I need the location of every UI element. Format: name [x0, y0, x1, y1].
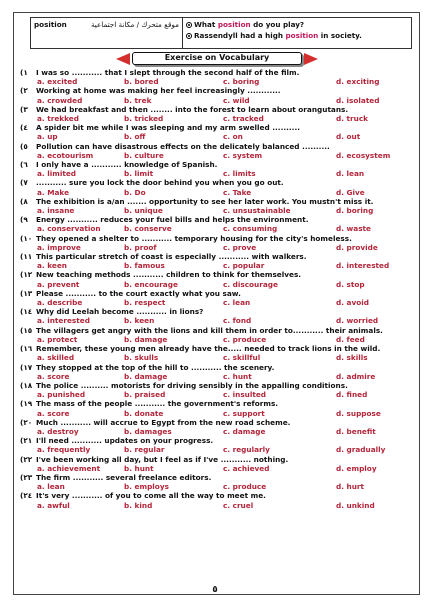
answer-option[interactable]: a. ecotourism — [37, 150, 94, 160]
question-number: ١٦) — [20, 344, 33, 354]
answer-options — [20, 243, 416, 252]
question-stem — [20, 270, 416, 279]
answer-option[interactable]: d. employ — [336, 463, 377, 473]
answer-option[interactable]: c. insulted — [223, 390, 267, 400]
question-item — [20, 215, 416, 233]
question-item — [20, 473, 416, 491]
answer-option[interactable]: b. tricked — [124, 114, 164, 124]
question-stem — [20, 197, 416, 206]
answer-option[interactable]: c. skillful — [223, 353, 261, 363]
question-text: We had breakfast and then ........ into the forest to learn about orangutans. — [36, 104, 349, 114]
question-stem — [20, 363, 416, 372]
question-text: It's very ........... of you to come all the way to meet me. — [36, 491, 266, 501]
question-number: ٢٢) — [20, 454, 33, 464]
question-text: The villagers get angry with the lions and kill them in order to........... their animals. — [36, 325, 383, 335]
question-text: Pollution can have disastrous effects on the delicately balanced .......... — [36, 141, 330, 151]
question-stem — [20, 105, 416, 114]
answer-option[interactable]: b. culture — [124, 150, 164, 160]
question-text: The police .......... motorists for driving sensibly in the appalling conditions. — [36, 380, 348, 390]
answer-option[interactable]: c. Take — [223, 187, 252, 197]
question-stem — [20, 86, 416, 95]
answer-options — [20, 353, 416, 362]
question-item — [20, 363, 416, 381]
question-item — [20, 252, 416, 270]
question-item — [20, 436, 416, 454]
answer-option[interactable]: a. skilled — [37, 353, 75, 363]
question-stem — [20, 289, 416, 298]
answer-option[interactable]: a. describe — [37, 298, 83, 308]
answer-option[interactable]: d. out — [336, 132, 361, 142]
vocab-example-2: Rassendyll had a high position in society. — [186, 30, 408, 41]
answer-option[interactable]: c. regularly — [223, 445, 270, 455]
answer-option[interactable]: c. limits — [223, 169, 256, 179]
question-stem — [20, 234, 416, 243]
answer-option[interactable]: d. benefit — [336, 426, 376, 436]
vocab-word: position — [34, 20, 67, 29]
question-item — [20, 491, 416, 509]
question-number: ٩) — [20, 215, 28, 225]
question-item — [20, 344, 416, 362]
question-text: The mass of the people ........... the government's reforms. — [36, 399, 279, 409]
answer-option[interactable]: a. achievement — [37, 463, 101, 473]
question-stem — [20, 381, 416, 390]
answer-option[interactable]: b. off — [124, 132, 146, 142]
answer-option[interactable]: d. stop — [336, 279, 365, 289]
answer-options — [20, 132, 416, 141]
answer-options — [20, 316, 416, 325]
answer-option[interactable]: c. damage — [223, 426, 266, 436]
question-item — [20, 418, 416, 436]
answer-option[interactable]: d. exciting — [336, 77, 380, 87]
vocab-arabic-meaning: موقع متحرك / مكانة اجتماعية — [90, 20, 179, 29]
answer-option[interactable]: c. hunt — [223, 371, 252, 381]
question-number: ٢٤) — [20, 491, 33, 501]
question-stem — [20, 178, 416, 187]
answer-options — [20, 298, 416, 307]
question-stem — [20, 123, 416, 132]
question-item — [20, 105, 416, 123]
answer-option[interactable]: a. interested — [37, 316, 90, 326]
question-item — [20, 326, 416, 344]
answer-option[interactable]: a. trekked — [37, 114, 79, 124]
question-stem — [20, 68, 416, 77]
answer-option[interactable]: d. Give — [336, 187, 365, 197]
answer-option[interactable]: a. protect — [37, 334, 78, 344]
answer-option[interactable]: b. donate — [124, 408, 164, 418]
arrow-right-icon — [304, 53, 318, 65]
answer-option[interactable]: c. tracked — [223, 114, 264, 124]
question-text: They stopped at the top of the hill to ........... the scenery. — [36, 362, 275, 372]
answer-option[interactable]: b. Do — [124, 187, 146, 197]
answer-option[interactable]: c. fond — [223, 316, 252, 326]
answer-option[interactable]: b. praised — [124, 390, 166, 400]
answer-options — [20, 390, 416, 399]
question-number: ١٤) — [20, 307, 33, 317]
answer-option[interactable]: b. unique — [124, 206, 163, 216]
answer-option[interactable]: a. improve — [37, 242, 81, 252]
question-stem — [20, 491, 416, 500]
answer-option[interactable]: d. avoid — [336, 298, 369, 308]
answer-option[interactable]: b. famous — [124, 261, 165, 271]
answer-option[interactable]: a. up — [37, 132, 58, 142]
question-text: Working at home was making her feel increasingly ............ — [36, 86, 281, 96]
answer-option[interactable]: d. boring — [336, 206, 374, 216]
page-number: ٥ — [212, 585, 218, 595]
question-stem — [20, 326, 416, 335]
question-number: ١٣) — [20, 288, 33, 298]
question-number: ٢١) — [20, 436, 33, 446]
answer-option[interactable]: c. on — [223, 132, 243, 142]
question-text: I only have a ........... knowledge of Spanish. — [36, 160, 218, 170]
question-number: ٢) — [20, 86, 28, 96]
answer-options — [20, 206, 416, 215]
answer-option[interactable]: b. kind — [124, 500, 153, 510]
question-number: ١) — [20, 68, 28, 77]
question-text: I'll need ........... updates on your progress. — [36, 436, 214, 446]
question-item — [20, 399, 416, 417]
answer-option[interactable]: a. score — [37, 371, 70, 381]
answer-option[interactable]: d. feed — [336, 334, 365, 344]
question-item — [20, 178, 416, 196]
answer-option[interactable]: a. punished — [37, 390, 86, 400]
question-item — [20, 381, 416, 399]
answer-option[interactable]: d. unkind — [336, 500, 375, 510]
answer-option[interactable]: c. produce — [223, 482, 267, 492]
answer-options — [20, 224, 416, 233]
answer-options — [20, 280, 416, 289]
answer-options — [20, 188, 416, 197]
question-item — [20, 455, 416, 473]
question-number: ٢٠) — [20, 417, 33, 427]
answer-option[interactable]: b. employs — [124, 482, 169, 492]
answer-option[interactable]: d. skills — [336, 353, 368, 363]
question-text: The firm ........... several freelance editors. — [36, 472, 212, 482]
answer-option[interactable]: b. trek — [124, 95, 152, 105]
answer-option[interactable]: d. provide — [336, 242, 378, 252]
question-item — [20, 234, 416, 252]
question-text: Why did Leelah become ........... in lions? — [36, 307, 204, 317]
vocabulary-table — [30, 17, 412, 49]
vocab-example-1: What position do you play? — [186, 19, 408, 30]
question-stem — [20, 418, 416, 427]
answer-option[interactable]: c. cruel — [223, 500, 254, 510]
question-number: ٨) — [20, 196, 28, 206]
answer-options — [20, 464, 416, 473]
answer-option[interactable]: b. proof — [124, 242, 157, 252]
question-number: ٧) — [20, 178, 28, 188]
answer-option[interactable]: c. support — [223, 408, 265, 418]
answer-options — [20, 335, 416, 344]
question-stem — [20, 142, 416, 151]
answer-option[interactable]: c. unsustainable — [223, 206, 291, 216]
answer-option[interactable]: b. keen — [124, 316, 155, 326]
question-text: Please ........... to the court exactly what you saw. — [36, 288, 241, 298]
answer-option[interactable]: b. damage — [124, 371, 168, 381]
answer-option[interactable]: b. bored — [124, 77, 159, 87]
answer-option[interactable]: d. suppose — [336, 408, 381, 418]
answer-option[interactable]: b. hunt — [124, 463, 154, 473]
question-item — [20, 160, 416, 178]
question-number: ١٢) — [20, 270, 33, 280]
answer-option[interactable]: a. insane — [37, 206, 75, 216]
answer-option[interactable]: a. excited — [37, 77, 78, 87]
answer-option[interactable]: d. gradually — [336, 445, 386, 455]
exercise-banner — [132, 52, 302, 66]
question-stem — [20, 160, 416, 169]
answer-option[interactable]: d. waste — [336, 224, 371, 234]
answer-option[interactable]: c. produce — [223, 334, 267, 344]
question-text: The exhibition is a/an ....... opportunity to see her later work. You mustn't miss it. — [36, 196, 374, 206]
answer-option[interactable]: b. skulls — [124, 353, 159, 363]
answer-options — [20, 409, 416, 418]
question-stem — [20, 455, 416, 464]
answer-options — [20, 372, 416, 381]
answer-option[interactable]: c. boring — [223, 77, 260, 87]
question-text: Much ........... will accrue to Egypt from the new road scheme. — [36, 417, 291, 427]
answer-option[interactable]: d. worried — [336, 316, 379, 326]
answer-option[interactable]: a. prevent — [37, 279, 80, 289]
question-text: ........... sure you lock the door behind you when you go out. — [36, 178, 284, 188]
question-stem — [20, 399, 416, 408]
question-stem — [20, 436, 416, 445]
question-text: I've been working all day, but I feel as if I've ........... nothing. — [36, 454, 289, 464]
answer-option[interactable]: a. conservation — [37, 224, 101, 234]
question-number: ١٨) — [20, 380, 33, 390]
answer-option[interactable]: c. system — [223, 150, 263, 160]
answer-option[interactable]: c. prove — [223, 242, 257, 252]
question-list — [20, 68, 416, 510]
question-item — [20, 289, 416, 307]
bullet-icon — [186, 22, 192, 28]
answer-option[interactable]: d. hurt — [336, 482, 365, 492]
answer-options — [20, 151, 416, 160]
answer-option[interactable]: b. conserve — [124, 224, 172, 234]
question-number: ١٠) — [20, 233, 33, 243]
answer-option[interactable]: a. keen — [37, 261, 67, 271]
question-number: ١٥) — [20, 325, 33, 335]
answer-option[interactable]: c. lean — [223, 298, 251, 308]
question-stem — [20, 473, 416, 482]
exercise-title: Exercise on Vocabulary — [132, 52, 302, 65]
question-number: ١٩) — [20, 399, 33, 409]
answer-option[interactable]: a. lean — [37, 482, 65, 492]
answer-option[interactable]: c. achieved — [223, 463, 270, 473]
question-text: New teaching methods ........... children to think for themselves. — [36, 270, 302, 280]
question-number: ١٧) — [20, 362, 33, 372]
question-item — [20, 142, 416, 160]
question-number: ٣) — [20, 104, 28, 114]
answer-options — [20, 445, 416, 454]
answer-options — [20, 501, 416, 510]
answer-options — [20, 482, 416, 491]
question-number: ٤) — [20, 123, 28, 133]
question-number: ٢٣) — [20, 472, 33, 482]
question-number: ١١) — [20, 252, 33, 262]
answer-option[interactable]: a. awful — [37, 500, 70, 510]
answer-option[interactable]: c. discourage — [223, 279, 278, 289]
answer-options — [20, 114, 416, 123]
answer-option[interactable]: b. damage — [124, 334, 168, 344]
question-text: A spider bit me while I was sleeping and my arm swelled .......... — [36, 123, 300, 133]
question-item — [20, 307, 416, 325]
answer-option[interactable]: b. encourage — [124, 279, 178, 289]
answer-option[interactable]: a. limited — [37, 169, 77, 179]
question-text: This particular stretch of coast is especially ........... with walkers. — [36, 252, 307, 262]
answer-option[interactable]: a. destroy — [37, 426, 79, 436]
answer-options — [20, 77, 416, 86]
answer-option[interactable]: d. admire — [336, 371, 376, 381]
question-item — [20, 68, 416, 86]
answer-option[interactable]: a. frequently — [37, 445, 91, 455]
question-number: ٦) — [20, 160, 28, 170]
answer-option[interactable]: b. damages — [124, 426, 172, 436]
vocab-examples-cell — [183, 18, 411, 48]
answer-option[interactable]: d. ecosystem — [336, 150, 391, 160]
question-item — [20, 86, 416, 104]
answer-option[interactable]: d. interested — [336, 261, 390, 271]
answer-option[interactable]: a. score — [37, 408, 70, 418]
answer-option[interactable]: a. Make — [37, 187, 70, 197]
question-text: I was so ........... that I slept through the second half of the film. — [36, 68, 300, 77]
question-number: ٥) — [20, 141, 28, 151]
question-stem — [20, 307, 416, 316]
answer-option[interactable]: d. isolated — [336, 95, 380, 105]
answer-option[interactable]: c. popular — [223, 261, 265, 271]
vocab-word-cell — [31, 18, 183, 48]
answer-options — [20, 427, 416, 436]
bullet-icon — [186, 33, 192, 39]
question-stem — [20, 215, 416, 224]
answer-option[interactable]: c. consuming — [223, 224, 278, 234]
answer-option[interactable]: d. fined — [336, 390, 368, 400]
question-text: Remember, these young men already have the..... needed to track lions in the wild. — [36, 344, 381, 354]
answer-options — [20, 96, 416, 105]
question-text: Energy ........... reduces your fuel bills and helps the environment. — [36, 215, 309, 225]
question-item — [20, 197, 416, 215]
question-item — [20, 123, 416, 141]
question-stem — [20, 252, 416, 261]
answer-options — [20, 261, 416, 270]
question-item — [20, 270, 416, 288]
answer-option[interactable]: d. lean — [336, 169, 365, 179]
question-text: They opened a shelter to ........... temporary housing for the city's homeless. — [36, 233, 352, 243]
answer-option[interactable]: d. truck — [336, 114, 368, 124]
answer-option[interactable]: c. wild — [223, 95, 250, 105]
arrow-left-icon — [116, 53, 130, 65]
answer-option[interactable]: b. respect — [124, 298, 166, 308]
answer-option[interactable]: a. crowded — [37, 95, 83, 105]
answer-option[interactable]: b. limit — [124, 169, 154, 179]
answer-option[interactable]: b. regular — [124, 445, 165, 455]
answer-options — [20, 169, 416, 178]
question-stem — [20, 344, 416, 353]
